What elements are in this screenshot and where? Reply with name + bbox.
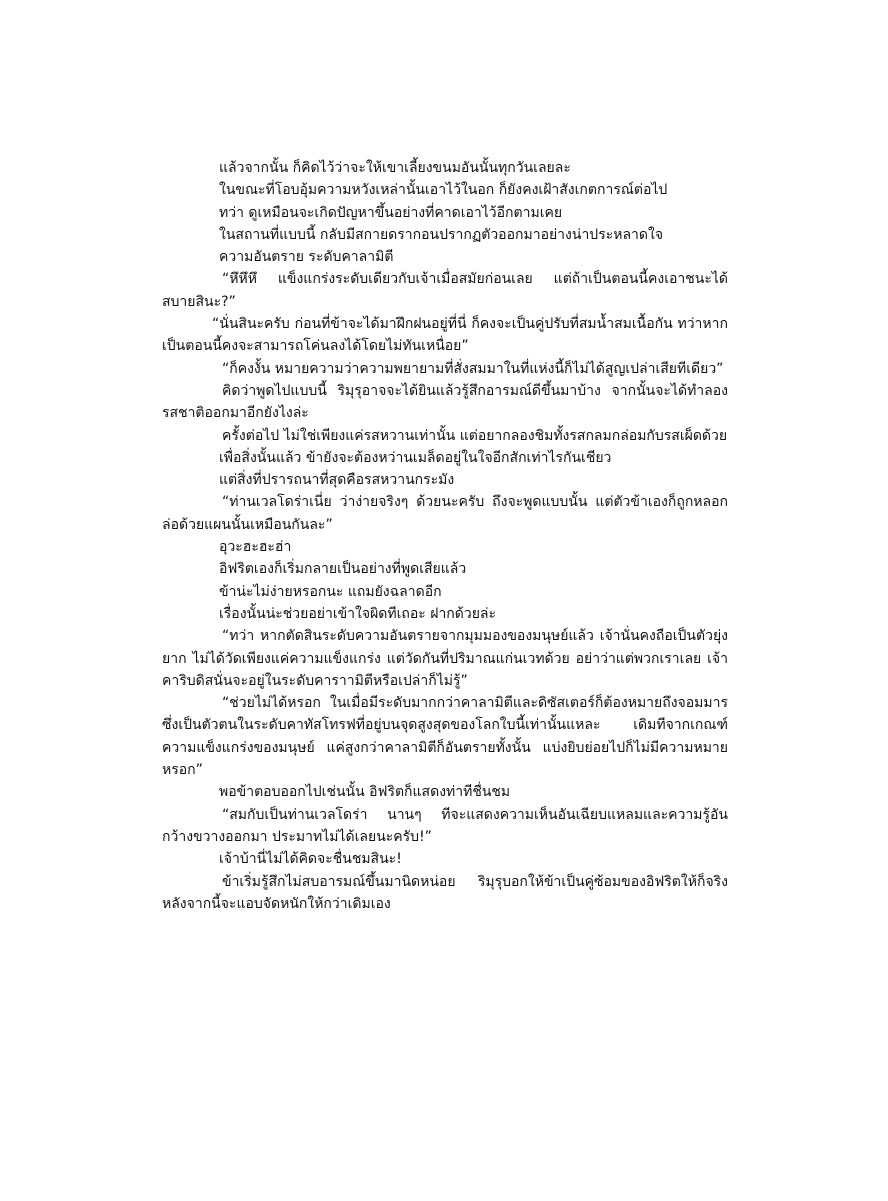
paragraph: แล้วจากนั้น ก็คิดไว้ว่าจะให้เขาเลี้ยงขนมอันนั้นทุกวันเลยละ [219, 160, 571, 176]
paragraph: เจ้าบ้านี่ไม่ได้คิดจะชื่นชมสินะ! [219, 851, 402, 868]
paragraph: คิดว่าพูดไปแบบนี้ ริมุรุอาจจะได้ยินแล้วรู้สึกอารมณ์ดีขึ้นมาบ้าง จากนั้นจะได้ทำลองรสชาติออกมาอีกยังไงล่ะ [162, 382, 728, 422]
paragraph: ความอันตราย ระดับคาลามิตี [219, 249, 394, 266]
paragraph: เรื่องนั้นน่ะช่วยอย่าเข้าใจผิดทีเถอะ ฝากด้วยล่ะ [219, 605, 497, 622]
paragraph: ข้าเริ่มรู้สึกไม่สบอารมณ์ขึ้นมานิดหน่อย ริมุรุบอกให้ข้าเป็นคู่ซ้อมของอิฟริตให้ก็จริง หลังจากนี้จะแอบจัดหนักให้กว่าเดิมเอง [162, 873, 728, 912]
paragraph: อุวะฮะฮะฮ่า [219, 539, 292, 556]
paragraph: ทว่า ดูเหมือนจะเกิดปัญหาขึ้นอย่างที่คาดเอาไว้อีกตามเคย [219, 204, 563, 221]
paragraph: “นั่นสินะครับ ก่อนที่ข้าจะได้มาฝึกฝนอยู่ที่นี่ ก็คงจะเป็นคู่ปรับที่สมน้ำสมเนื้อกัน ทว่าหากเป็นตอนนี้คงจะสามารถโค่นลงได้โดยไม่ทันเหนื่อย” [162, 316, 728, 355]
paragraph: ครั้งต่อไป ไม่ใช่เพียงแค่รสหวานเท่านั้น แต่อยากลองชิมทั้งรสกลมกล่อมกับรสเผ็ดด้วย [222, 427, 728, 444]
paragraph: “ก็คงงั้น หมายความว่าความพยายามที่สั่งสมมาในที่แห่งนี้ก็ไม่ได้สูญเปล่าเสียทีเดียว” [222, 360, 724, 377]
paragraph: “สมกับเป็นท่านเวลโดร่า นานๆ ทีจะแสดงความเห็นอันเฉียบแหลมและความรู้อันกว้างขวางออกมา ประมาทไม่ได้เลยนะครับ!” [162, 806, 728, 845]
paragraph: “ทว่า หากตัดสินระดับความอันตรายจากมุมมองของมนุษย์แล้ว เจ้านั่นคงถือเป็นตัวยุ่งยาก ไม่ได้วัดเพียงแค่ความแข็งแกร่ง แต่วัดกันที่ปริมาณแก่นเวทด้วย อย่าว่าแต่พวกเราเลย เจ้าคาริบดิสนั่นจะอยู่ในระดับคาราามิตีหรือเปล่าก็ไม่รู้” [162, 628, 728, 689]
paragraph: อิฟริตเองก็เริ่มกลายเป็นอย่างที่พูดเสียแล้ว [219, 561, 467, 578]
paragraph: “ท่านเวลโดร่าเนี่ย ว่าง่ายจริงๆ ด้วยนะครับ ถึงจะพูดแบบนั้น แต่ตัวข้าเองก็ถูกหลอกล่อด้วยแผนนั้นเหมือนกันละ” [162, 494, 728, 533]
paragraph: พอข้าตอบออกไปเช่นนั้น อิฟริตก็แสดงท่าทีชื่นชม [219, 784, 511, 801]
paragraph: เพื่อสิ่งนั้นแล้ว ข้ายังจะต้องหว่านเมล็ดอยู่ในใจอีกสักเท่าไรกันเชียว [219, 449, 612, 466]
paragraph: “ช่วยไม่ได้หรอก ในเมื่อมีระดับมากกว่าคาลามิตีและดิซัสเตอร์ก็ต้องหมายถึงจอมมารซึ่งเป็นตัวตนในระดับคาทัสโทรฟที่อยู่บนจุดสูงสุดของโลกใบนี้เท่านั้นแหละ เดิมทีจากเกณฑ์ความแข็งแกร่งของมนุษย์ แค่สูงกว่าคาลามิตีก็อันตรายทั้งนั้น แบ่งยิบย่อยไปก็ไม่มีความหมายหรอก” [162, 695, 728, 779]
paragraph: ในขณะที่โอบอุ้มความหวังเหล่านั้นเอาไว้ในอก ก็ยังคงเฝ้าสังเกตการณ์ต่อไป [219, 182, 668, 199]
paragraph: ในสถานที่แบบนี้ กลับมีสกายดรากอนปรากฏตัวออกมาอย่างน่าประหลาดใจ [219, 226, 664, 243]
document-text-body [162, 157, 728, 915]
paragraph: ข้าน่ะไม่ง่ายหรอกนะ แถมยังฉลาดอีก [219, 583, 442, 600]
paragraph: แต่สิ่งที่ปรารถนาที่สุดคือรสหวานกระมัง [219, 472, 455, 489]
paragraph: “หึหึหึ แข็งแกร่งระดับเดียวกับเจ้าเมื่อสมัยก่อนเลย แต่ถ้าเป็นตอนนี้คงเอาชนะได้สบายสินะ?” [162, 271, 728, 310]
